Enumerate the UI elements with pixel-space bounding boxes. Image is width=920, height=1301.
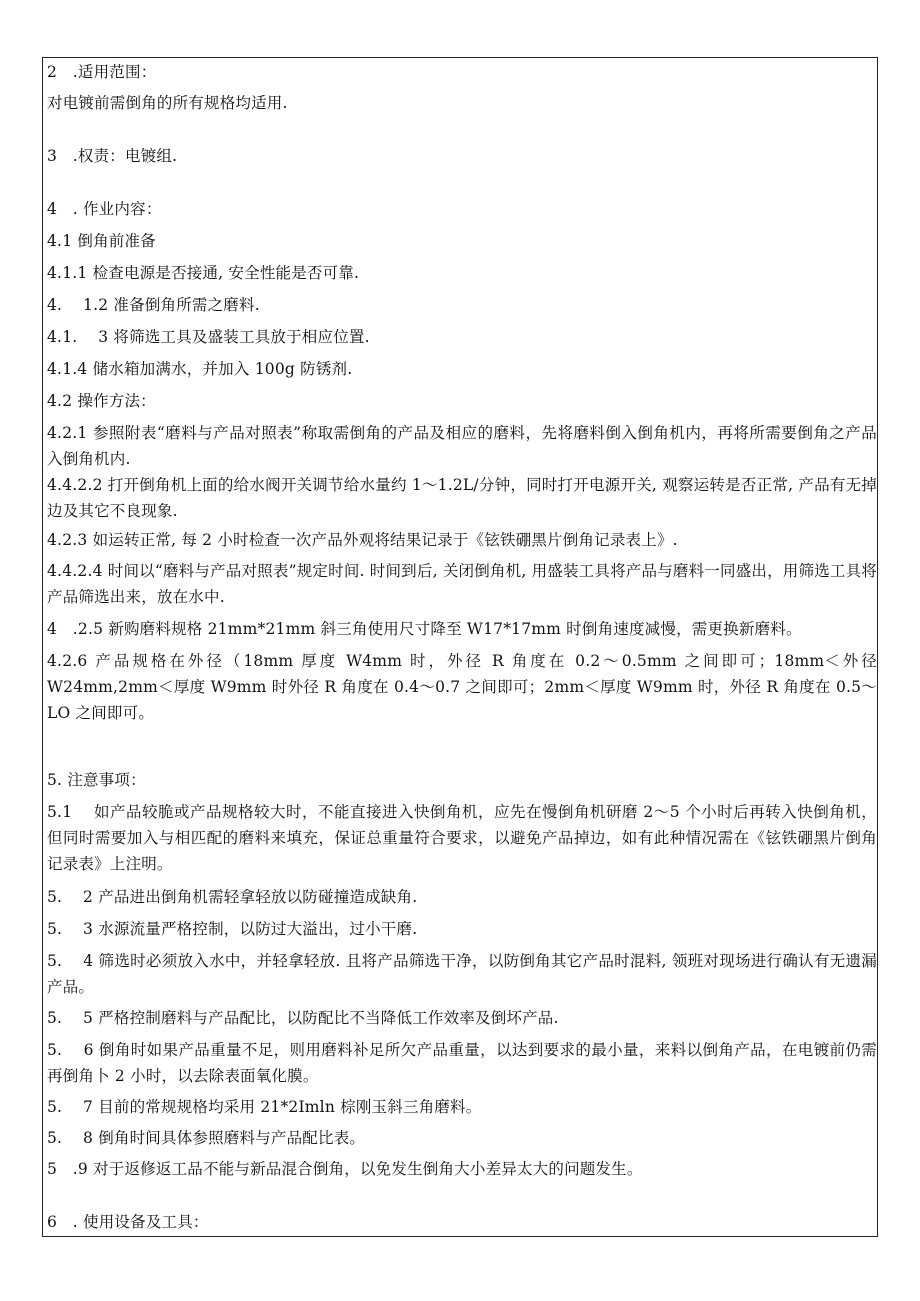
item-5-7: 5. 7 目前的常规规格均采用 21*2Imln 棕刚玉斜三角磨料。 (47, 1098, 482, 1116)
section-2-heading: 2 .适用范围： (47, 63, 157, 81)
item-5-2: 5. 2 产品进出倒角机需轻拿轻放以防碰撞造成缺角. (47, 888, 418, 906)
section-4-heading: 4 . 作业内容： (47, 200, 162, 218)
item-5-6: 5. 6 倒角时如果产品重量不足，则用磨料补足所欠产品重量，以达到要求的最小量，来料以倒角产品，在电镀前仍需再倒角卜 2 小时，以去除表面氧化膜。 (47, 1041, 877, 1085)
item-4-1-3: 4.1. 3 将筛选工具及盛装工具放于相应位置. (47, 328, 370, 346)
item-4-1-4: 4.1.4 储水箱加满水，并加入 100g 防锈剂. (47, 360, 353, 378)
item-4-2-1: 4.2.1 参照附表“磨料与产品对照表”称取需倒角的产品及相应的磨料，先将磨料倒入倒角机内，再将所需要倒角之产品入倒角机内. (47, 424, 877, 468)
item-4-2-4: 4.4.2.4 时间以“磨料与产品对照表”规定时间. 时间到后, 关闭倒角机, 用盛装工具将产品与磨料一同盛出，用筛选工具将产品筛选出来，放在水中. (47, 562, 877, 606)
item-4-1-1: 4.1.1 检查电源是否接通, 安全性能是否可靠. (47, 264, 360, 282)
item-4-2-3: 4.2.3 如运转正常, 每 2 小时检查一次产品外观将结果记录于《铉铁硼黑片倒角记录表上》. (47, 531, 678, 549)
item-5-1: 5.1 如产品较脆或产品规格较大时，不能直接进入快倒角机，应先在慢倒角机研磨 2～5 个小时后再转入快倒角机，但同时需要加入与相匹配的磨料来填充，保证总重量符合要求，以避免产品掉边，如有此种情况需在《铉铁硼黑片倒角记录表》上注明。 (47, 803, 877, 873)
item-4-2-2: 4.4.2.2 打开倒角机上面的给水阀开关调节给水量约 1～1.2L/分钟，同时打开电源开关, 观察运转是否正常, 产品有无掉边及其它不良现象. (47, 476, 877, 520)
section-3-heading: 3 .权责：电镀组. (47, 147, 178, 165)
item-5-8: 5. 8 倒角时间具体参照磨料与产品配比表。 (47, 1129, 366, 1147)
item-5-5: 5. 5 严格控制磨料与产品配比，以防配比不当降低工作效率及倒坏产品. (47, 1009, 559, 1027)
item-4-2-6: 4.2.6 产品规格在外径（18mm 厚度 W4mm 时，外径 R 角度在 0.2～0.5mm 之间即可；18mm＜外径 W24mm,2mm＜厚度 W9mm 时外径 R 角度在 0.4～0.7 之间即可；2mm＜厚度 W9mm 时，外径 R 角度在 0.5～LO 之间即可。 (47, 652, 877, 722)
section-4-1-heading: 4.1 倒角前准备 (47, 232, 156, 250)
section-6-heading: 6 . 使用设备及工具： (47, 1213, 209, 1231)
section-5-heading: 5. 注意事项： (47, 771, 146, 789)
item-4-2-5: 4 .2.5 新购磨料规格 21mm*21mm 斜三角使用尺寸降至 W17*17mm 时倒角速度减慢，需更换新磨料。 (47, 620, 802, 638)
scope-text: 对电镀前需倒角的所有规格均适用. (47, 94, 288, 112)
item-5-9: 5 .9 对于返修返工品不能与新品混合倒角，以免发生倒角大小差异太大的问题发生。 (47, 1160, 643, 1178)
item-4-1-2: 4. 1.2 准备倒角所需之磨料. (47, 296, 260, 314)
section-4-2-heading: 4.2 操作方法： (47, 392, 156, 410)
item-5-4: 5. 4 筛选时必须放入水中，并轻拿轻放. 且将产品筛选干净，以防倒角其它产品时混料, 领班对现场进行确认有无遗漏产品。 (47, 952, 877, 996)
item-5-3: 5. 3 水源流量严格控制，以防过大溢出，过小干磨. (47, 920, 418, 938)
